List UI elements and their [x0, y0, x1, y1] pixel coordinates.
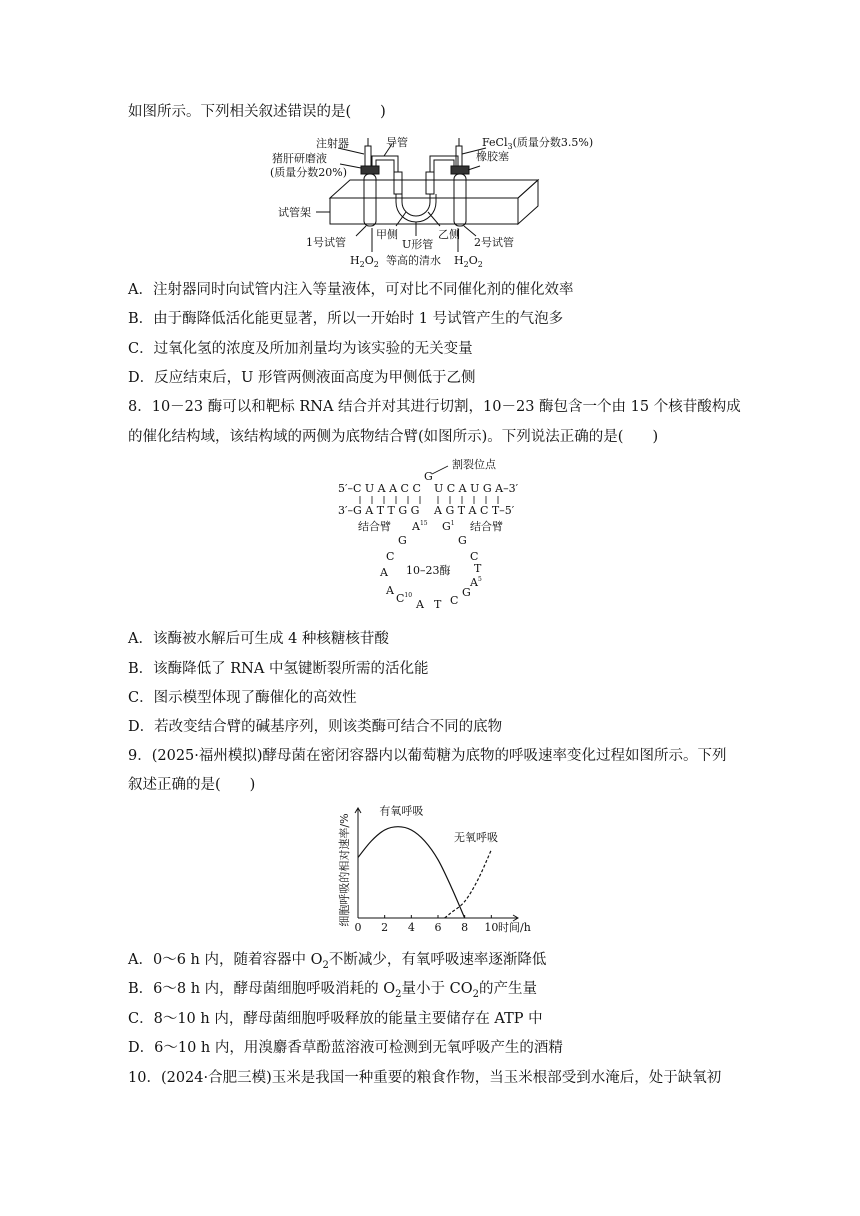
q8-stem-line1: 8．10－23 酶可以和靶标 RNA 结合并对其进行切割，10－23 酶包含一个由 15 个核苷酸构成 — [128, 399, 741, 415]
loop-base: A — [416, 598, 424, 611]
loop-base-c10: $C^{10}$ — [396, 592, 413, 605]
x-tick-label: 6 — [434, 921, 442, 934]
q9-stem-line1: 9．(2025·福州模拟)酵母菌在密闭容器内以葡萄糖为底物的呼吸速率变化过程如图所示。下列 — [128, 748, 727, 764]
q7-option-c: C．过氧化氢的浓度及所加剂量均为该实验的无关变量 — [128, 341, 473, 357]
q9-option-a: A．0～6 h 内，随着容器中 $O_2$不断减少，有氧呼吸速率逐渐降低 — [128, 952, 547, 971]
q9-option-d: D．6～10 h 内，用溴麝香草酚蓝溶液可检测到无氧呼吸产生的酒精 — [128, 1040, 563, 1056]
label-h2o2-right: $H_2O_2$ — [454, 254, 483, 269]
series-line-1 — [445, 850, 492, 918]
q10-stem-line1: 10．(2024·合肥三模)玉米是我国一种重要的粮食作物，当玉米根部受到水淹后，处于缺氧初 — [128, 1070, 722, 1086]
q7-apparatus-figure — [268, 136, 598, 270]
loop-base: T — [434, 598, 442, 611]
label-tube2: 2号试管 — [474, 236, 514, 249]
x-tick-label: 4 — [407, 921, 415, 934]
loop-base: T — [474, 562, 482, 575]
q8-option-a: A．该酶被水解后可生成 4 种核糖核苷酸 — [128, 631, 389, 647]
strand-bottom-right: A G T A C T–5′ — [434, 504, 515, 517]
label-rack: 试管架 — [278, 206, 311, 219]
q8-stem-line2: 的催化结构域，该结构域的两侧为底物结合臂(如图所示)。下列说法正确的是( ) — [128, 429, 659, 445]
strand-top-left: 5′–C U A A C C — [338, 482, 421, 495]
loop-base: C — [450, 594, 459, 607]
x-tick-label: 0 — [354, 921, 362, 934]
q7-option-a: A．注射器同时向试管内注入等量液体，可对比不同催化剂的催化效率 — [128, 282, 574, 298]
label-enzyme: 10–23酶 — [406, 564, 451, 577]
x-axis-label: 时间/h — [498, 921, 531, 934]
loop-base: A — [380, 566, 388, 579]
x-tick-label: 10 — [484, 921, 499, 934]
loop-base: C — [470, 550, 479, 563]
series-label-1: 无氧呼吸 — [454, 831, 498, 844]
x-tick-label: 2 — [381, 921, 389, 934]
y-axis-label: 细胞呼吸的相对速率/% — [338, 813, 351, 927]
label-side-b: 乙侧 — [438, 228, 460, 241]
strand-bottom-left: 3′–G A T T G G — [338, 504, 420, 517]
label-syringe: 注射器 — [316, 137, 349, 150]
loop-base-a5: $A^5$ — [470, 576, 482, 589]
respiration-chart — [336, 800, 532, 940]
label-cut-site: 割裂位点 — [452, 458, 496, 471]
q8-enzyme-figure — [330, 456, 540, 616]
label-arm-right: 结合臂 — [470, 520, 503, 533]
loop-base: G — [462, 586, 471, 599]
chart-axes — [355, 808, 518, 921]
label-tube: 导管 — [386, 136, 408, 149]
q9-stem-line2: 叙述正确的是( ) — [128, 777, 256, 793]
base-g1: $G^1$ — [442, 520, 455, 533]
loop-base: C — [386, 550, 395, 563]
chart-series — [358, 804, 498, 918]
label-arm-left: 结合臂 — [358, 520, 391, 533]
y-axis — [355, 808, 361, 918]
label-tube1: 1号试管 — [306, 236, 346, 249]
strand-top-right: U C A U G A–3′ — [434, 482, 519, 495]
x-tick-label: 8 — [461, 921, 469, 934]
loop-base: A — [386, 584, 394, 597]
q8-option-d: D．若改变结合臂的碱基序列，则该类酶可结合不同的底物 — [128, 719, 503, 735]
q7-option-b: B．由于酶降低活化能更显著，所以一开始时 1 号试管产生的气泡多 — [128, 311, 564, 327]
q8-option-c: C．图示模型体现了酶催化的高效性 — [128, 690, 357, 706]
label-h2o2-left: $H_2O_2$ — [350, 254, 379, 269]
label-utube: U形管 — [402, 238, 434, 251]
q7-stem: 如图所示。下列相关叙述错误的是( ) — [128, 104, 386, 120]
label-stopper: 橡胶塞 — [476, 150, 509, 163]
label-fecl3: FeCl$_3$(质量分数3.5%) — [482, 136, 594, 151]
series-line-0 — [358, 827, 465, 918]
label-liver: 猪肝研磨液 — [272, 152, 327, 165]
series-label-0: 有氧呼吸 — [379, 804, 424, 818]
base-g-top: G — [424, 470, 433, 483]
label-side-a: 甲侧 — [376, 228, 398, 241]
label-water: 等高的清水 — [386, 254, 441, 267]
label-liver-conc: (质量分数20%) — [270, 166, 348, 179]
loop-base: G — [458, 534, 467, 547]
base-a15: $A^{15}$ — [412, 520, 428, 533]
q9-option-c: C．8～10 h 内，酵母菌细胞呼吸释放的能量主要储存在 ATP 中 — [128, 1011, 543, 1027]
q9-option-b: B．6～8 h 内，酵母菌细胞呼吸消耗的 $O_2$量小于 $CO_2$的产生量 — [128, 981, 538, 1000]
q8-option-b: B．该酶降低了 RNA 中氢键断裂所需的活化能 — [128, 661, 429, 677]
q7-option-d: D．反应结束后，U 形管两侧液面高度为甲侧低于乙侧 — [128, 370, 476, 386]
loop-base: G — [398, 534, 407, 547]
